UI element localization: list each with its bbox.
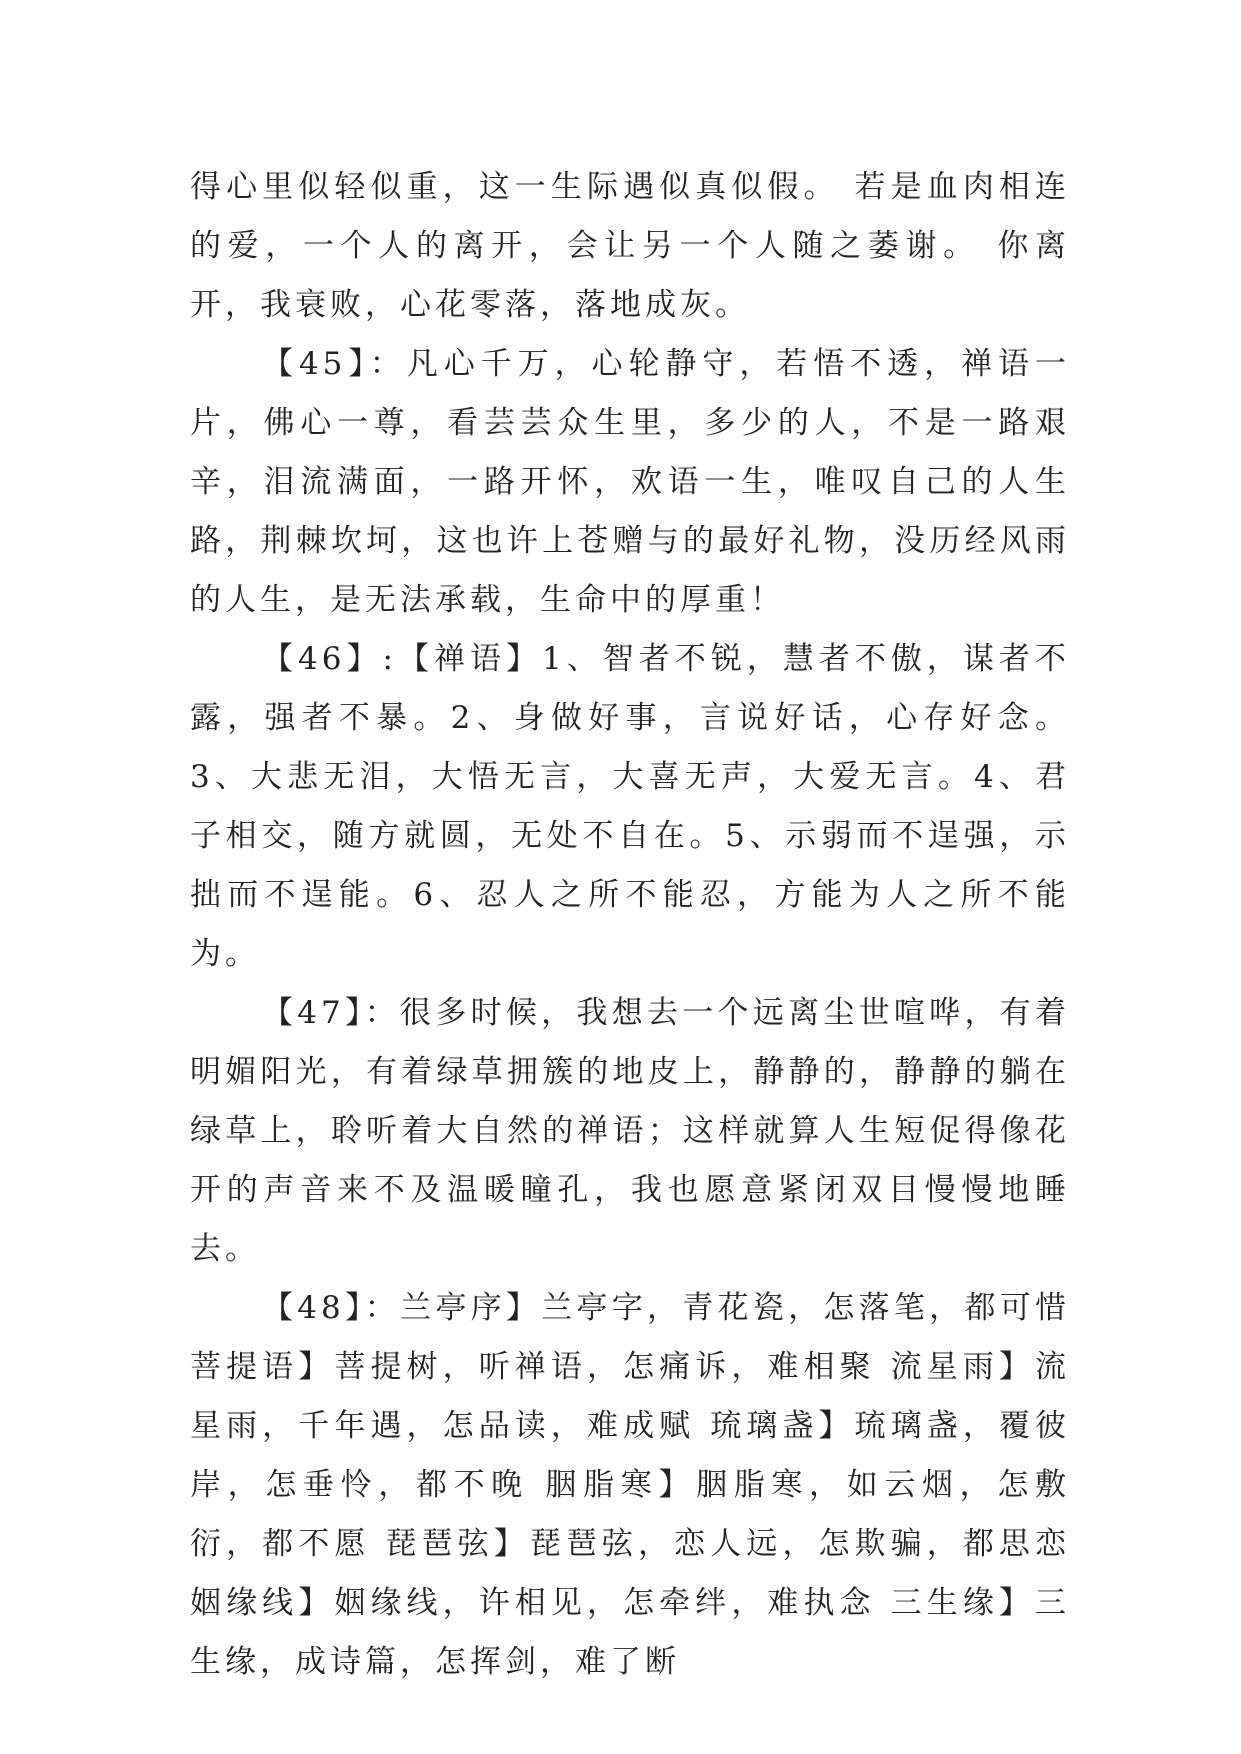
paragraph-47: 【47】：很多时候，我想去一个远离尘世喧哗，有着明媚阳光，有着绿草拥簇的地皮上，静静的，静静的躺在绿草上，聆听着大自然的禅语；这样就算人生短促得像花开的声音来不及温暖瞳孔，我也愿意紧闭双目慢慢地睡去。 (190, 995, 1070, 1267)
paragraph-continuation: 得心里似轻似重，这一生际遇似真似假。 若是血肉相连的爱，一个人的离开，会让另一个人随之萎谢。 你离开，我衰败，心花零落，落地成灰。 (190, 169, 1070, 323)
document-body (190, 158, 1070, 1692)
paragraph-48: 【48】：兰亭序】兰亭字，青花瓷，怎落笔，都可惜 菩提语】菩提树，听禅语，怎痛诉，难相聚 流星雨】流星雨，千年遇，怎品读，难成赋 琉璃盏】琉璃盏，覆彼岸，怎垂怜，都不晚 胭脂寒】胭脂寒，如云烟，怎敷衍，都不愿 琵琶弦】琵琶弦，恋人远，怎欺骗，都思恋 姻缘线】姻缘线，许相见，怎牵绊，难执念 三生缘】三生缘，成诗篇，怎挥剑，难了断 (190, 1290, 1070, 1680)
paragraph-46: 【46】:【禅语】1、智者不锐，慧者不傲，谋者不露，强者不暴。2、身做好事，言说好话，心存好念。3、大悲无泪，大悟无言，大喜无声，大爱无言。4、君子相交，随方就圆，无处不自在。5、示弱而不逞强，示拙而不逞能。6、忍人之所不能忍，方能为人之所不能为。 (190, 641, 1070, 972)
paragraph-45: 【45】：凡心千万，心轮静守，若悟不透，禅语一片，佛心一尊，看芸芸众生里，多少的人，不是一路艰辛，泪流满面，一路开怀，欢语一生，唯叹自己的人生路，荆棘坎坷，这也许上苍赠与的最好礼物，没历经风雨的人生，是无法承载，生命中的厚重！ (190, 346, 1070, 618)
